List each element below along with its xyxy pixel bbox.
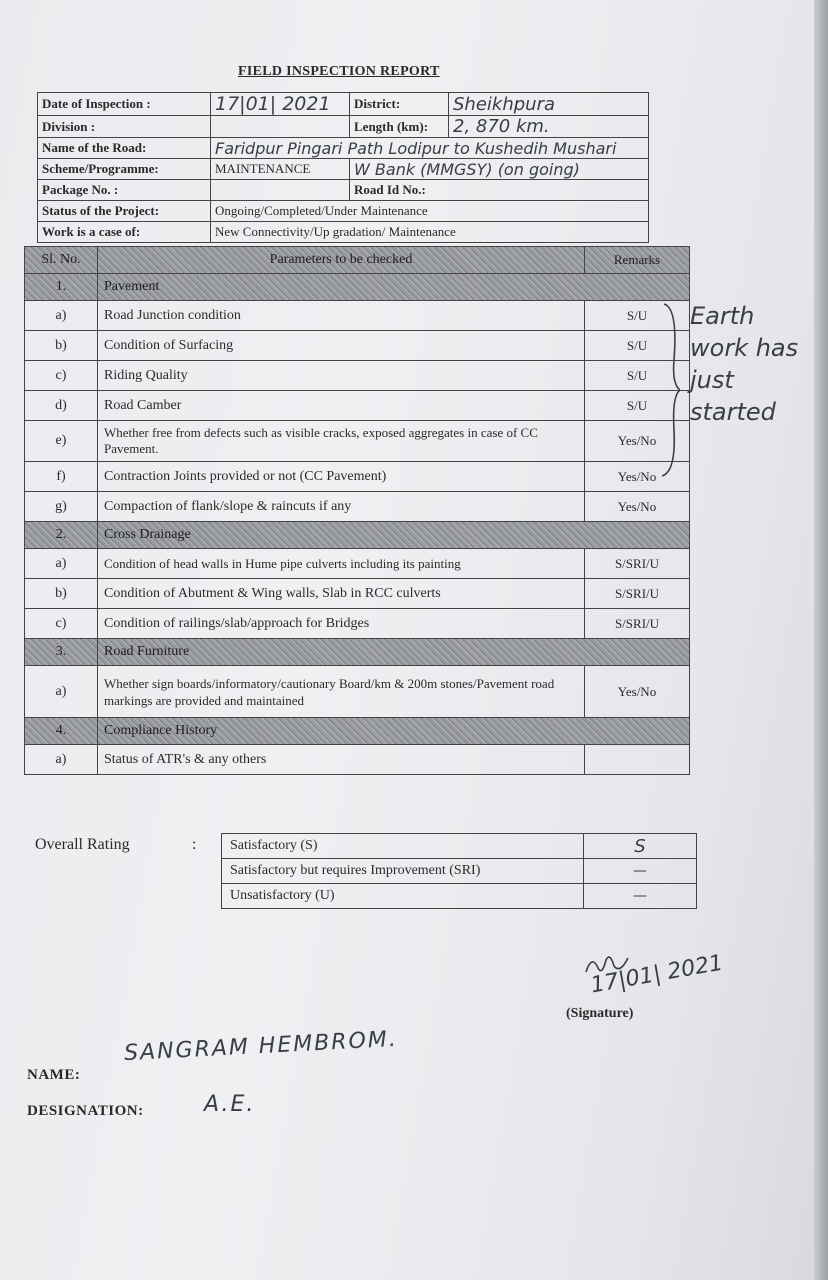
section-num: 4. xyxy=(25,718,98,745)
header-value-2: Sheikhpura xyxy=(449,93,649,116)
table-row xyxy=(25,549,690,579)
table-row xyxy=(25,462,690,492)
page-edge xyxy=(814,0,828,1280)
row-remark: S/U xyxy=(585,331,690,361)
header-label-2: Road Id No.: xyxy=(350,180,649,201)
header-value xyxy=(211,116,350,138)
header-value: MAINTENANCE xyxy=(211,159,350,180)
header-label: Package No. : xyxy=(38,180,211,201)
row-text: Road Camber xyxy=(98,391,585,421)
header-row xyxy=(38,116,649,138)
margin-note: Earth work has just started xyxy=(690,302,799,426)
signature-date: 17|01| 2021 xyxy=(588,950,725,999)
row-text: Condition of head walls in Hume pipe culverts including its painting xyxy=(98,549,585,579)
row-sl: c) xyxy=(25,361,98,391)
row-sl: b) xyxy=(25,331,98,361)
table-row xyxy=(25,301,690,331)
header-row xyxy=(38,201,649,222)
section-header xyxy=(25,639,690,666)
row-remark: S/U xyxy=(585,391,690,421)
header-row xyxy=(38,93,649,116)
overall-rating-label: Overall Rating xyxy=(35,836,130,853)
header-label: Date of Inspection : xyxy=(38,93,211,116)
header-label-2: Length (km): xyxy=(350,116,449,138)
row-text: Whether free from defects such as visible cracks, exposed aggregates in case of CC Pavement. xyxy=(98,421,585,462)
rating-label: Satisfactory but requires Improvement (SRI) xyxy=(222,859,584,884)
header-label-2: District: xyxy=(350,93,449,116)
name-label: NAME: xyxy=(27,1067,81,1083)
row-remark: S/U xyxy=(585,361,690,391)
table-row xyxy=(25,666,690,718)
brace-mark xyxy=(660,300,680,480)
row-text: Condition of Abutment & Wing walls, Slab in RCC culverts xyxy=(98,579,585,609)
section-num: 1. xyxy=(25,274,98,301)
row-text: Riding Quality xyxy=(98,361,585,391)
row-text: Road Junction condition xyxy=(98,301,585,331)
row-remark: Yes/No xyxy=(585,666,690,718)
row-sl: a) xyxy=(25,301,98,331)
row-remark: S/SRI/U xyxy=(585,579,690,609)
rating-mark: — xyxy=(584,859,697,884)
header-table xyxy=(37,92,649,243)
row-sl: a) xyxy=(25,745,98,775)
section-num: 2. xyxy=(25,522,98,549)
header-label: Scheme/Programme: xyxy=(38,159,211,180)
header-label: Name of the Road: xyxy=(38,138,211,159)
overall-rating-colon: : xyxy=(192,836,197,853)
section-name: Road Furniture xyxy=(98,639,690,666)
row-text: Condition of Surfacing xyxy=(98,331,585,361)
row-sl: f) xyxy=(25,462,98,492)
rating-mark: S xyxy=(584,834,697,859)
header-value xyxy=(211,180,350,201)
table-row xyxy=(25,421,690,462)
row-text: Condition of railings/slab/approach for Bridges xyxy=(98,609,585,639)
header-row xyxy=(38,180,649,201)
row-sl: a) xyxy=(25,666,98,718)
section-header xyxy=(25,718,690,745)
rating-label: Satisfactory (S) xyxy=(222,834,584,859)
rating-row xyxy=(222,834,697,859)
rating-row xyxy=(222,884,697,909)
header-value-2: W Bank (MMGSY) (on going) xyxy=(350,159,649,180)
section-num: 3. xyxy=(25,639,98,666)
rating-row xyxy=(222,859,697,884)
section-name: Cross Drainage xyxy=(98,522,690,549)
section-header xyxy=(25,522,690,549)
header-row xyxy=(38,159,649,180)
section-header xyxy=(25,274,690,301)
table-row xyxy=(25,391,690,421)
row-text: Contraction Joints provided or not (CC Pavement) xyxy=(98,462,585,492)
section-name: Pavement xyxy=(98,274,690,301)
row-text: Compaction of flank/slope & raincuts if any xyxy=(98,492,585,522)
report-title: FIELD INSPECTION REPORT xyxy=(238,64,440,79)
name-value: SANGRAM HEMBROM. xyxy=(123,1026,399,1067)
designation-label: DESIGNATION: xyxy=(27,1103,144,1119)
row-remark: S/SRI/U xyxy=(585,609,690,639)
header-label: Status of the Project: xyxy=(38,201,211,222)
table-row xyxy=(25,361,690,391)
col-parameters: Parameters to be checked xyxy=(98,247,585,274)
rating-table xyxy=(221,833,697,909)
row-remark: S/SRI/U xyxy=(585,549,690,579)
row-remark: Yes/No xyxy=(585,421,690,462)
row-sl: c) xyxy=(25,609,98,639)
header-value-2: 2, 870 km. xyxy=(449,116,649,138)
header-value: 17|01| 2021 xyxy=(211,93,350,116)
rating-label: Unsatisfactory (U) xyxy=(222,884,584,909)
header-label: Work is a case of: xyxy=(38,222,211,243)
header-label: Division : xyxy=(38,116,211,138)
column-header-row xyxy=(25,247,690,274)
row-text: Whether sign boards/informatory/cautionary Board/km & 200m stones/Pavement road markings are provided and maintained xyxy=(98,666,585,718)
row-sl: e) xyxy=(25,421,98,462)
header-row xyxy=(38,222,649,243)
header-row xyxy=(38,138,649,159)
row-text: Status of ATR's & any others xyxy=(98,745,585,775)
table-row xyxy=(25,745,690,775)
section-name: Compliance History xyxy=(98,718,690,745)
rating-mark: — xyxy=(584,884,697,909)
table-row xyxy=(25,579,690,609)
designation-value: A.E. xyxy=(204,1092,256,1117)
row-sl: d) xyxy=(25,391,98,421)
row-sl: a) xyxy=(25,549,98,579)
road-name-value: Faridpur Pingari Path Lodipur to Kushedih Mushari xyxy=(211,138,649,159)
header-value: New Connectivity/Up gradation/ Maintenance xyxy=(211,222,649,243)
signature-label: (Signature) xyxy=(566,1006,634,1021)
row-remark: Yes/No xyxy=(585,492,690,522)
row-sl: g) xyxy=(25,492,98,522)
table-row xyxy=(25,492,690,522)
table-row xyxy=(25,609,690,639)
header-value: Ongoing/Completed/Under Maintenance xyxy=(211,201,649,222)
table-row xyxy=(25,331,690,361)
row-remark: Yes/No xyxy=(585,462,690,492)
col-remarks: Remarks xyxy=(585,247,690,274)
col-sl-no: Sl. No. xyxy=(25,247,98,274)
row-remark xyxy=(585,745,690,775)
row-remark: S/U xyxy=(585,301,690,331)
row-sl: b) xyxy=(25,579,98,609)
parameters-table xyxy=(24,246,690,775)
